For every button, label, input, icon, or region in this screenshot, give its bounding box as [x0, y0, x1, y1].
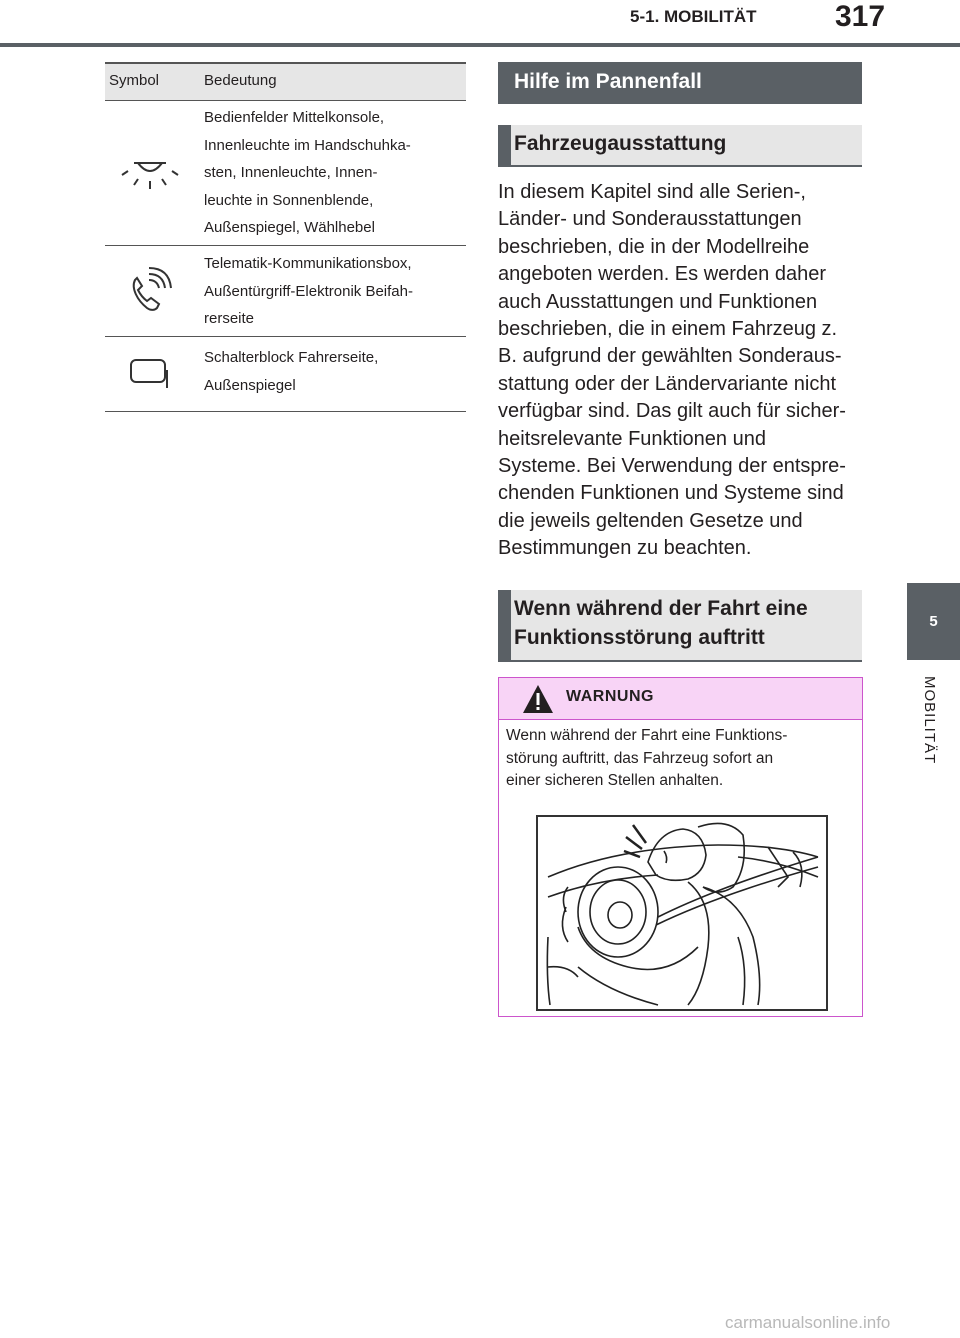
- row-text-line: rerseite: [204, 310, 255, 327]
- sub-heading-text: Fahrzeugausstattung: [514, 132, 727, 155]
- chapter-tab[interactable]: 5: [907, 583, 960, 660]
- table-row: [105, 337, 466, 412]
- driver-illustration: [536, 815, 828, 1011]
- row-text-line: Außenspiegel, Wählhebel: [204, 219, 375, 236]
- body-paragraph: [498, 179, 862, 563]
- body-line: Bestimmungen zu beachten.: [498, 537, 752, 560]
- warning-line: einer sicheren Stellen anhalten.: [506, 772, 724, 789]
- row-text-line: leuchte in Sonnenblende,: [204, 191, 374, 209]
- row-text-line: Schalterblock Fahrerseite,: [204, 349, 379, 366]
- warning-box: [498, 677, 863, 1017]
- sub-heading-line: Funktionsstörung auftritt: [514, 626, 765, 649]
- row-text-line: Telematik-Kommunikationsbox,: [204, 255, 412, 272]
- row-text-line: Innenleuchte im Handschuhka-: [204, 136, 411, 154]
- body-line: angeboten werden. Es werden daher: [498, 263, 827, 286]
- body-line: In diesem Kapitel sind alle Serien-,: [498, 181, 806, 203]
- body-line: Länder- und Sonderausstattungen: [498, 208, 802, 231]
- body-line: beschrieben, die in der Modellreihe: [498, 235, 810, 258]
- body-line: heitsrelevante Funktionen und: [498, 427, 766, 450]
- body-line: chenden Funktionen und Systeme sind: [498, 482, 844, 505]
- warning-triangle-icon: [521, 683, 555, 715]
- row-text-line: Außentürgriff-Elektronik Beifah-: [204, 282, 413, 300]
- main-heading: [498, 62, 862, 104]
- sub-heading-text: [514, 594, 854, 652]
- header-rule: [0, 43, 960, 47]
- warning-line: Wenn während der Fahrt eine Funktions-: [506, 727, 788, 744]
- sub-heading-line: Wenn während der Fahrt eine: [514, 597, 808, 620]
- body-line: auch Ausstattungen und Funktionen: [498, 290, 818, 313]
- interior-light-icon: [105, 101, 195, 245]
- warning-header: [499, 678, 862, 720]
- main-heading-text: Hilfe im Pannenfall: [514, 70, 702, 93]
- table-row: [105, 246, 466, 337]
- body-line: die jeweils geltenden Gesetze und: [498, 509, 803, 532]
- row-text-line: sten, Innenleuchte, Innen-: [204, 164, 378, 181]
- body-line: stattung oder der Ländervariante nicht: [498, 372, 836, 395]
- chapter-label: MOBILITÄT: [921, 676, 938, 765]
- phone-signal-icon: [105, 246, 195, 336]
- body-line: verfügbar sind. Das gilt auch für sicher-: [498, 400, 846, 423]
- row-text-line: Außenspiegel: [204, 376, 296, 394]
- page-number: 317: [835, 0, 886, 33]
- row-text-line: Bedienfelder Mittelkonsole,: [204, 109, 385, 126]
- symbol-table: [105, 62, 466, 412]
- warning-line: störung auftritt, das Fahrzeug sofort an: [506, 749, 774, 767]
- heading-bar: [498, 590, 511, 660]
- section-title: 5-1. MOBILITÄT: [630, 7, 757, 26]
- sub-heading: [498, 125, 862, 167]
- table-header: [105, 62, 466, 101]
- watermark: carmanualsonline.info: [725, 1313, 891, 1332]
- table-row: [105, 101, 466, 246]
- header-meaning: Bedeutung: [204, 72, 277, 89]
- driver-braking-image: [538, 817, 826, 1009]
- switch-block-icon: [105, 337, 195, 411]
- heading-bar: [498, 125, 511, 165]
- header-symbol: Symbol: [109, 72, 160, 89]
- warning-text: [506, 725, 851, 793]
- body-line: B. aufgrund der gewählten Sonderaus-: [498, 345, 842, 368]
- warning-label: WARNUNG: [566, 688, 654, 705]
- body-line: Systeme. Bei Verwendung der entspre-: [498, 455, 846, 478]
- body-line: beschrieben, die in einem Fahrzeug z.: [498, 318, 838, 341]
- sub-heading: [498, 590, 862, 662]
